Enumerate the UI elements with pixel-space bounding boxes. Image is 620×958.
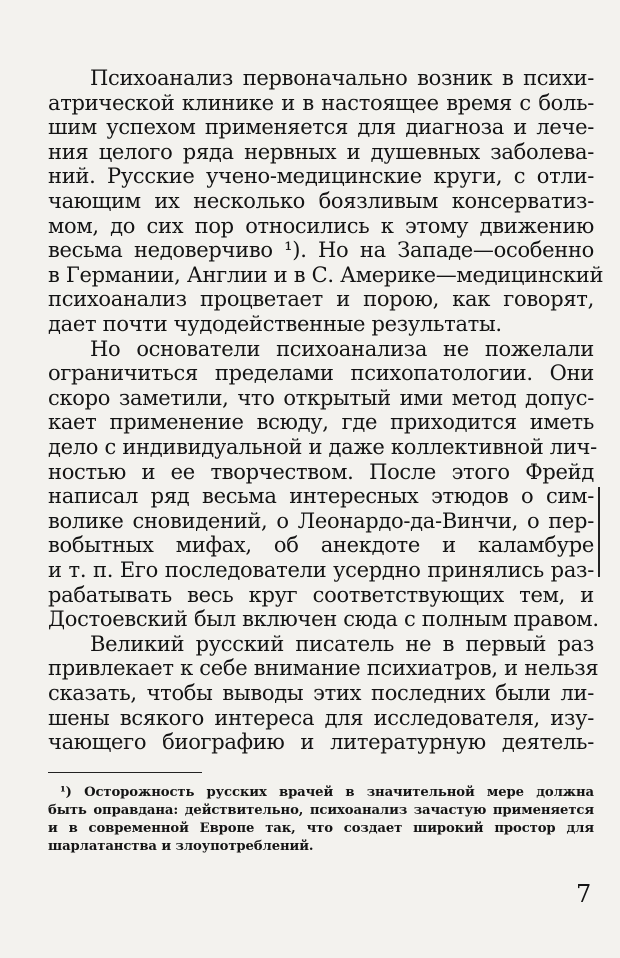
body-line-16: дело с индивидуальной и даже коллективной лич- bbox=[48, 435, 597, 459]
body-line-11: дает почти чудодейственные результаты. bbox=[48, 312, 502, 336]
footnote-line-2: быть оправдана: действительно, психоанализ зачастую применяется bbox=[48, 803, 594, 818]
body-line-21: и т. п. Его последователи усердно принялись раз- bbox=[48, 558, 594, 582]
page-number: 7 bbox=[576, 880, 592, 908]
body-line-8: весьма недоверчиво ¹). Но на Западе—особенно bbox=[48, 238, 594, 262]
footnote-line-1: ¹) Осторожность русских врачей в значительной мере должна bbox=[60, 785, 594, 800]
body-line-19: волике сновидений, о Леонардо-да-Винчи, о пер- bbox=[48, 509, 594, 533]
footnote-line-4: шарлатанства и злоупотреблений. bbox=[48, 839, 314, 854]
body-line-14: скоро заметили, что открытый ими метод допус- bbox=[48, 386, 594, 410]
margin-mark bbox=[598, 487, 600, 577]
body-line-23: Достоевский был включен сюда с полным правом. bbox=[48, 607, 599, 631]
footnote-rule bbox=[48, 772, 202, 773]
body-line-2: атрической клинике и в настоящее время с боль- bbox=[48, 91, 594, 115]
body-line-20: вобытных мифах, об анекдоте и каламбуре bbox=[48, 533, 594, 557]
body-line-24: Великий русский писатель не в первый раз bbox=[90, 632, 594, 656]
body-line-1: Психоанализ первоначально возник в психи- bbox=[90, 66, 594, 90]
body-line-28: чающего биографию и литературную деятель- bbox=[48, 730, 594, 754]
footnote-line-3: и в современной Европе так, что создает широкий простор для bbox=[48, 821, 594, 836]
body-line-15: кает применение всюду, где приходится иметь bbox=[48, 410, 594, 434]
body-line-13: ограничиться пределами психопатологии. Они bbox=[48, 361, 594, 385]
body-line-7: мом, до сих пор относились к этому движению bbox=[48, 214, 594, 238]
body-line-4: ния целого ряда нервных и душевных заболева- bbox=[48, 140, 594, 164]
body-line-3: шим успехом применяется для диагноза и лече- bbox=[48, 115, 594, 139]
body-line-12: Но основатели психоанализа не пожелали bbox=[90, 337, 594, 361]
body-line-10: психоанализ процветает и порою, как говорят, bbox=[48, 287, 594, 311]
body-line-6: чающим их несколько боязливым консерватиз- bbox=[48, 189, 594, 213]
body-line-17: ностью и ее творчеством. После этого Фрейд bbox=[48, 460, 594, 484]
body-line-26: сказать, чтобы выводы этих последних были ли- bbox=[48, 681, 594, 705]
body-line-25: привлекает к себе внимание психиатров, и нельзя bbox=[48, 656, 599, 680]
body-line-22: рабатывать весь круг соответствующих тем, и bbox=[48, 583, 594, 607]
body-line-18: написал ряд весьма интересных этюдов о сим- bbox=[48, 484, 594, 508]
body-line-9: в Германии, Англии и в С. Америке—медицинский bbox=[48, 263, 604, 287]
body-line-27: шены всякого интереса для исследователя, изу- bbox=[48, 706, 594, 730]
body-line-5: ний. Русские учено-медицинские круги, с отли- bbox=[48, 164, 594, 188]
